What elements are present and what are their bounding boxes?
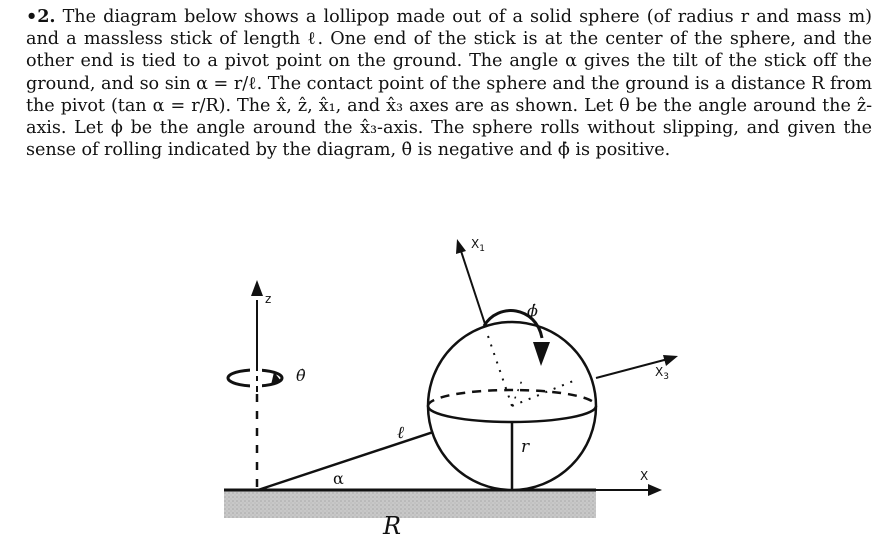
x1-axis-label	[471, 237, 485, 254]
radius-label: r	[521, 437, 530, 457]
theta-rotation-arrow	[228, 366, 282, 392]
x1-axis-subscript: 1	[479, 244, 485, 254]
sphere	[428, 322, 596, 490]
stick-length-label: ℓ	[397, 423, 405, 443]
x3-axis-label	[655, 365, 669, 382]
problem-number: •2.	[26, 6, 56, 27]
z-axis-label: z	[265, 292, 272, 306]
angle-alpha-label: α	[333, 469, 344, 488]
distance-R-label: R	[383, 512, 402, 540]
x3-axis-subscript: 3	[663, 372, 669, 382]
theta-dot-label: θ̇	[296, 366, 306, 385]
x-axis	[596, 484, 662, 496]
x1-axis-letter: X	[471, 237, 480, 251]
x-axis-label: X	[640, 469, 649, 483]
problem-text: The diagram below shows a lollipop made out of a solid sphere (of radius r and mass m) and a massless stick of length ℓ. One end of the stick is at the center of the sphere, and the other end is tied to a pivot point on the ground. The angle α gives the tilt of the stick off the ground, and so sin α = r/ℓ. The contact point of the sphere and the ground is a distance R from the pivot (tan α = r/R). The x̂, ẑ, x̂₁, and x̂₃ axes are as shown. Let θ be the angle around the ẑ-axis. Let ϕ be the angle around the x̂₃-axis. The sphere rolls without slipping, and given the sense of rolling indicated by the diagram, θ̇ is negative and ϕ̇ is positive.	[26, 7, 872, 161]
phi-dot-label: ϕ̇	[527, 301, 538, 320]
x3-axis-letter: X	[655, 365, 664, 379]
ground-surface	[224, 490, 596, 518]
